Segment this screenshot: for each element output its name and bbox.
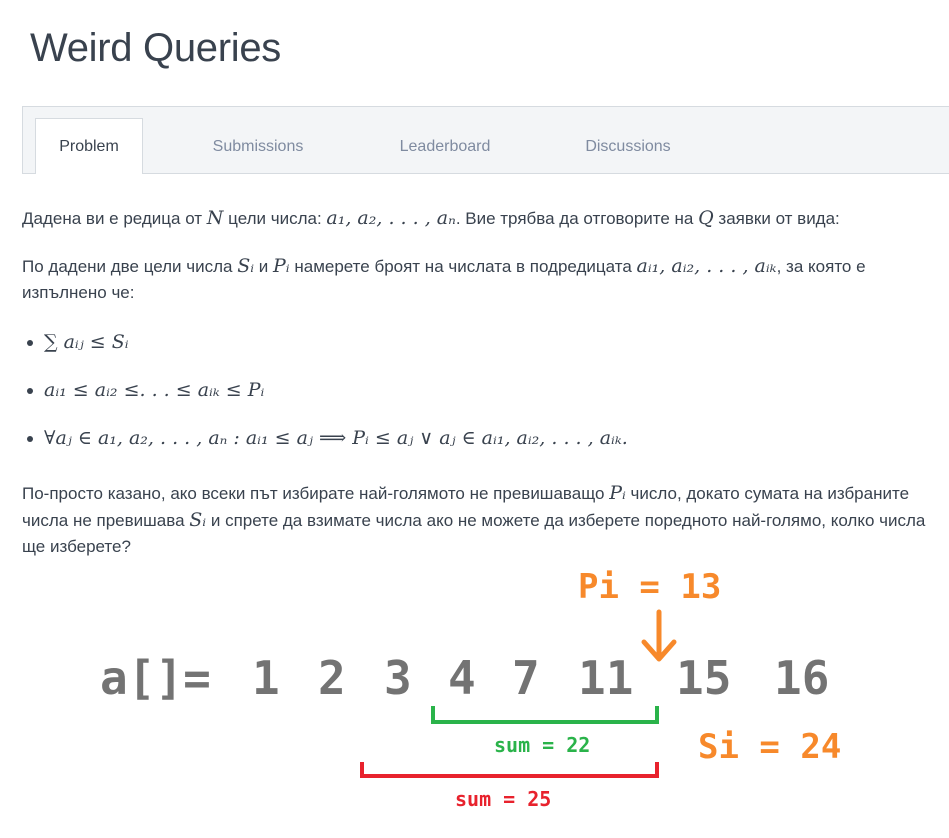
tab-bar (22, 106, 949, 174)
list-item (22, 325, 628, 373)
statement-paragraph-1 (22, 205, 937, 232)
text: заявки от вида: (713, 209, 840, 228)
array-label: a[]= (100, 651, 211, 705)
array-value: 11 (578, 651, 634, 705)
text: намерете броят на числата в подредицата (289, 257, 637, 276)
text: и спрете да взимате числа ако не можете да изберете поредното най-голямо, колко числа ще изберете? (22, 511, 926, 556)
statement-paragraph-2 (22, 253, 937, 306)
text: число, докато сумата на избраните числа не превишава (22, 484, 910, 530)
array-value: 15 (676, 651, 732, 705)
array-value: 1 (252, 651, 280, 705)
tab-leaderboard[interactable]: Leaderboard (399, 138, 491, 155)
math-subsequence: aᵢ₁, aᵢ₂, . . . , aᵢₖ (636, 255, 777, 277)
text: и (254, 257, 274, 276)
math-s: Sᵢ (237, 255, 255, 277)
math-condition-forall: ∀aⱼ ∈ a₁, a₂, . . . , aₙ : aᵢ₁ ≤ aⱼ ⟹ Pᵢ ≤ aⱼ ∨ aⱼ ∈ aᵢ₁, aᵢ₂, . . . , aᵢₖ. (44, 427, 628, 449)
tab-submissions[interactable]: Submissions (212, 138, 304, 155)
array-value: 16 (774, 651, 830, 705)
text: Дадена ви е редица от (22, 209, 207, 228)
green-bracket (433, 706, 657, 722)
si-label: Si = 24 (698, 727, 842, 767)
tab-discussions[interactable]: Discussions (585, 138, 671, 155)
text: По-просто казано, ако всеки път избирате най-голямото не превишаващо (22, 484, 610, 503)
array-value: 7 (512, 651, 540, 705)
list-item (22, 421, 628, 469)
math-n: N (206, 207, 224, 229)
array-value: 2 (318, 651, 346, 705)
math-condition-order: aᵢ₁ ≤ aᵢ₂ ≤. . . ≤ aᵢₖ ≤ Pᵢ (44, 379, 265, 401)
array-value: 4 (448, 651, 476, 705)
text: . Вие трябва да отговорите на (455, 209, 699, 228)
conditions-list (22, 325, 628, 469)
math-s: Sᵢ (189, 509, 207, 531)
example-illustration (0, 560, 949, 838)
arrow-down-icon (644, 612, 674, 659)
red-sum-label: sum = 25 (455, 787, 552, 811)
text: , за която е изпълнено че: (22, 257, 866, 302)
text: По дадени две цели числа (22, 257, 238, 276)
pi-label: Pi = 13 (578, 567, 722, 607)
text: цели числа: (223, 209, 327, 228)
page-title: Weird Queries (30, 26, 282, 70)
math-p: Pᵢ (609, 482, 626, 504)
math-q: Q (698, 207, 714, 229)
tab-problem[interactable]: Problem (35, 118, 143, 174)
math-p: Pᵢ (273, 255, 290, 277)
list-item (22, 373, 628, 421)
array-value: 3 (384, 651, 412, 705)
green-sum-label: sum = 22 (494, 733, 591, 757)
statement-paragraph-3 (22, 480, 937, 560)
red-bracket (362, 762, 657, 776)
math-condition-sum: ∑ aᵢⱼ ≤ Sᵢ (44, 331, 129, 353)
math-sequence: a₁, a₂, . . . , aₙ (326, 207, 456, 229)
